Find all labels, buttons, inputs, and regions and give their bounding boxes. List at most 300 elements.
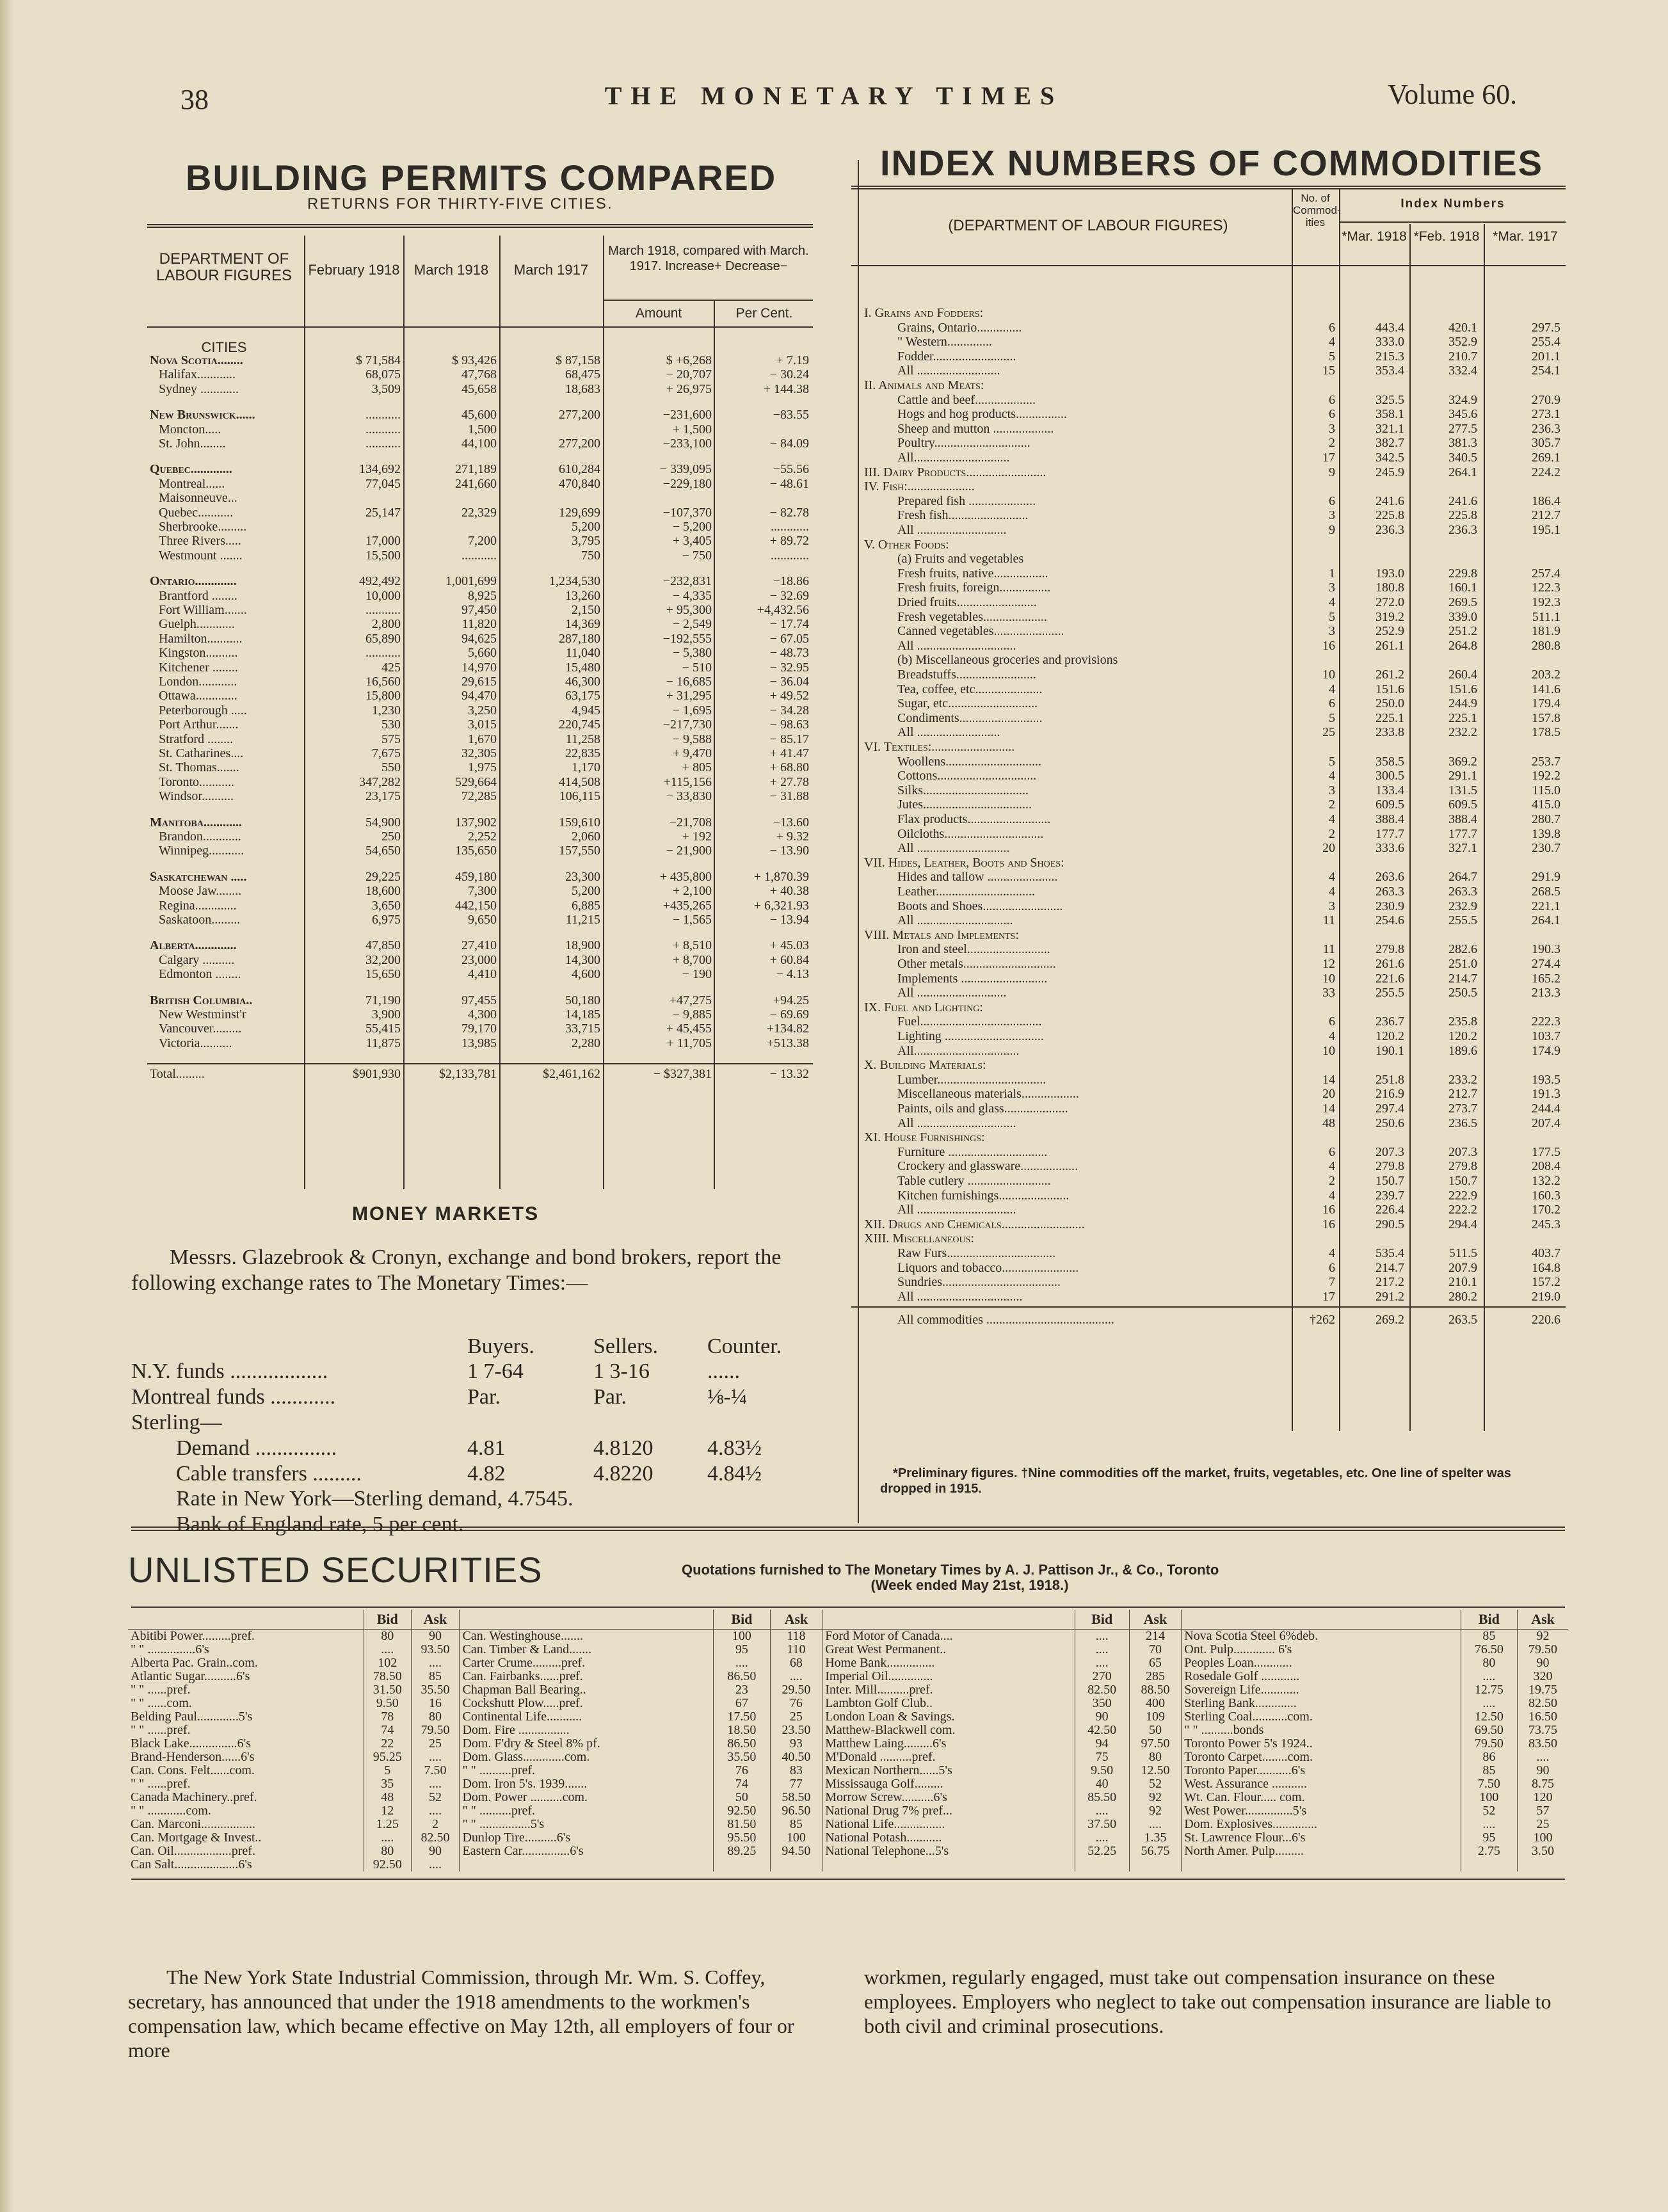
bp-value: − 69.69 xyxy=(769,1007,809,1022)
bp-value: −55.56 xyxy=(773,462,809,477)
security-name: Ford Motor of Canada.... xyxy=(822,1630,1075,1644)
index-value: 193.0 xyxy=(1375,566,1404,581)
security-quote: 82.50 xyxy=(1518,1697,1568,1710)
index-value: 220.6 xyxy=(1532,1313,1560,1327)
security-quote: 5 xyxy=(364,1764,411,1777)
security-quote: 1.25 xyxy=(364,1818,411,1831)
index-row xyxy=(851,624,1566,638)
security-name: " " ..........pref. xyxy=(460,1764,714,1777)
index-row xyxy=(851,740,1566,754)
security-name: Sterling Bank............. xyxy=(1182,1697,1461,1710)
index-row xyxy=(851,856,1566,870)
bp-value: 23,300 xyxy=(565,869,600,884)
securities-row xyxy=(128,1656,1568,1670)
bp-value: ........... xyxy=(461,548,497,563)
index-value: 17 xyxy=(1322,451,1335,465)
security-quote: .... xyxy=(1461,1697,1517,1710)
index-value: 415.0 xyxy=(1532,797,1560,812)
security-name: Canada Machinery..pref. xyxy=(131,1791,257,1804)
bp-value: − 13.32 xyxy=(769,1067,809,1082)
col-counter: Counter. xyxy=(707,1334,782,1358)
index-value: 270.9 xyxy=(1532,392,1560,407)
index-label: Jutes.................................. xyxy=(897,797,1032,812)
security-quote: 7.50 xyxy=(1461,1777,1517,1791)
bp-value: + 95,300 xyxy=(666,603,712,617)
bp-value: 14,369 xyxy=(565,617,600,632)
bp-row xyxy=(147,589,813,603)
index-label: All.............................. xyxy=(897,451,1010,465)
bp-value: + 26,975 xyxy=(666,381,712,396)
bp-city: Quebec........... xyxy=(159,505,234,520)
security-name: " " ................5's xyxy=(460,1818,714,1831)
bp-row xyxy=(147,491,813,505)
security-name: National Telephone...5's xyxy=(822,1845,1075,1858)
index-value: 257.4 xyxy=(1532,566,1560,581)
index-value: 280.2 xyxy=(1448,1289,1477,1304)
security-quote: 85 xyxy=(1461,1630,1517,1644)
bp-value: 4,945 xyxy=(572,703,600,717)
bp-value: −232,831 xyxy=(662,574,712,589)
index-value: 3 xyxy=(1329,581,1335,595)
index-value: 224.2 xyxy=(1532,465,1560,479)
index-label: VIII. Metals and Implements: xyxy=(864,927,1019,942)
index-value: 16 xyxy=(1322,1217,1335,1231)
bp-value: − 21,900 xyxy=(666,844,712,858)
index-label: Tea, coffee, etc..................... xyxy=(897,682,1043,696)
index-value: 241.6 xyxy=(1448,493,1477,508)
index-row xyxy=(851,870,1566,884)
index-label: Lumber.................................. xyxy=(897,1072,1047,1087)
security-name: Mississauga Golf......... xyxy=(822,1777,1075,1791)
index-value: 208.4 xyxy=(1532,1159,1560,1174)
bp-row xyxy=(147,703,813,717)
index-value: 261.1 xyxy=(1375,638,1404,653)
security-quote xyxy=(714,1858,770,1871)
bp-value: +47,275 xyxy=(669,993,712,1007)
bp-value: 1,001,699 xyxy=(445,574,497,589)
bp-city: Maisonneuve... xyxy=(159,491,237,506)
security-quote: 23 xyxy=(714,1683,770,1697)
index-value: 6 xyxy=(1329,1144,1335,1159)
bp-row xyxy=(147,477,813,491)
index-value: 250.6 xyxy=(1375,1116,1404,1130)
index-value: 443.4 xyxy=(1375,320,1404,335)
index-value: 179.4 xyxy=(1532,696,1560,711)
index-value: 177.7 xyxy=(1375,826,1404,841)
index-value: 353.4 xyxy=(1375,364,1404,378)
bp-value: 1,670 xyxy=(468,732,497,746)
bp-value: −107,370 xyxy=(662,505,712,520)
bp-row xyxy=(147,993,813,1007)
index-value: 251.0 xyxy=(1448,957,1477,971)
index-value: 222.9 xyxy=(1448,1188,1477,1203)
security-quote: 88.50 xyxy=(1129,1683,1182,1697)
bp-value: 137,902 xyxy=(455,815,497,830)
index-row xyxy=(851,566,1566,581)
bp-value: − $327,381 xyxy=(653,1067,712,1082)
index-row xyxy=(851,928,1566,942)
security-name: Dom. Glass.............com. xyxy=(460,1751,714,1764)
bp-row xyxy=(147,717,813,732)
index-value: 20 xyxy=(1322,1087,1335,1102)
securities-row xyxy=(128,1724,1568,1737)
index-value: 263.3 xyxy=(1375,885,1404,899)
bp-value: 97,455 xyxy=(461,993,497,1007)
index-value: 609.5 xyxy=(1375,797,1404,812)
index-value: 297.5 xyxy=(1532,320,1560,335)
bp-value: ........... xyxy=(365,408,401,422)
index-value: 4 xyxy=(1329,595,1335,609)
index-value: 245.9 xyxy=(1375,465,1404,479)
bp-value: +134.82 xyxy=(766,1022,809,1036)
index-value: 233.8 xyxy=(1375,725,1404,740)
securities-row xyxy=(128,1804,1568,1818)
bp-value: $ 93,426 xyxy=(452,353,497,367)
bp-value: − 16,685 xyxy=(666,675,712,689)
security-quote: 22 xyxy=(364,1737,411,1751)
security-name: Eastern Car...............6's xyxy=(460,1845,714,1858)
index-value: 221.6 xyxy=(1375,971,1404,986)
security-quote: 76 xyxy=(714,1764,770,1777)
security-quote: .... xyxy=(1075,1656,1129,1670)
col-index-mar18: *Mar. 1918 xyxy=(1342,229,1407,244)
index-value: 279.8 xyxy=(1375,942,1404,957)
bp-value: − 9,885 xyxy=(672,1007,712,1022)
security-name: Dom. Explosives.............. xyxy=(1182,1818,1461,1831)
bp-value: − 84.09 xyxy=(769,437,809,451)
bp-value: ........... xyxy=(365,603,401,617)
security-quote: 95 xyxy=(714,1643,770,1656)
bp-row xyxy=(147,1022,813,1036)
security-name: Toronto Paper...........6's xyxy=(1182,1764,1461,1777)
index-label: Cottons............................... xyxy=(897,769,1037,783)
index-value: 133.4 xyxy=(1375,783,1404,797)
security-quote xyxy=(1461,1858,1517,1871)
bp-value: − 1,695 xyxy=(672,703,712,717)
bp-row xyxy=(147,913,813,927)
bp-row xyxy=(147,675,813,689)
bp-value: 23,000 xyxy=(461,952,497,967)
index-label: Woollens.............................. xyxy=(897,754,1042,769)
bp-row xyxy=(147,574,813,588)
security-quote: 42.50 xyxy=(1075,1724,1129,1737)
bp-value: −192,555 xyxy=(662,631,712,646)
security-quote: 67 xyxy=(714,1697,770,1710)
index-label: Iron and steel.......................... xyxy=(897,942,1050,957)
bp-row xyxy=(147,506,813,520)
index-label: Condiments.......................... xyxy=(897,710,1043,725)
money-row xyxy=(131,1461,822,1487)
bp-value: 13,260 xyxy=(565,588,600,603)
index-row xyxy=(851,696,1566,710)
index-value: 279.8 xyxy=(1375,1159,1404,1174)
money-value: 4.84½ xyxy=(707,1462,762,1486)
bp-city: Port Arthur....... xyxy=(159,717,239,732)
index-label: Sheep and mutton ................... xyxy=(897,421,1054,436)
index-label: Fodder.......................... xyxy=(897,349,1016,364)
index-row xyxy=(851,422,1566,436)
money-value: Par. xyxy=(467,1385,501,1409)
index-value: 4 xyxy=(1329,682,1335,696)
index-row xyxy=(851,1102,1566,1116)
index-label: Implements ........................... xyxy=(897,971,1048,986)
index-label: (b) Miscellaneous groceries and provisions xyxy=(897,653,1118,668)
building-permits-subtitle: RETURNS FOR THIRTY-FIVE CITIES. xyxy=(307,195,613,212)
index-value: 277.5 xyxy=(1448,421,1477,436)
index-value: 178.5 xyxy=(1532,725,1560,740)
bp-row xyxy=(147,830,813,844)
index-row xyxy=(851,783,1566,797)
security-quote: 214 xyxy=(1129,1630,1182,1644)
bp-row xyxy=(147,534,813,548)
bp-value: 54,900 xyxy=(365,815,401,830)
bp-value: − 34.28 xyxy=(769,703,809,717)
bp-value: 2,252 xyxy=(468,830,497,844)
volume-label: Volume 60. xyxy=(1388,79,1518,110)
index-label: Miscellaneous materials.................. xyxy=(897,1087,1079,1102)
bp-row xyxy=(147,549,813,563)
index-row xyxy=(851,812,1566,826)
bp-value: 159,610 xyxy=(559,815,600,830)
security-name: Matthew Laing.........6's xyxy=(822,1737,1075,1751)
security-name: " " ......pref. xyxy=(131,1777,191,1791)
security-quote: 90 xyxy=(1518,1764,1568,1777)
security-quote: 52 xyxy=(1461,1804,1517,1818)
security-quote: 120 xyxy=(1518,1791,1568,1804)
security-quote: 92.50 xyxy=(714,1804,770,1818)
security-name: St. Lawrence Flour...6's xyxy=(1182,1831,1461,1845)
bp-value: 4,600 xyxy=(572,967,600,982)
index-value: 241.6 xyxy=(1375,493,1404,508)
bp-value: 15,650 xyxy=(365,967,401,982)
index-value: 10 xyxy=(1322,971,1335,986)
bp-value: 77,045 xyxy=(365,476,401,491)
index-value: 160.3 xyxy=(1532,1188,1560,1203)
security-quote: 85 xyxy=(770,1818,822,1831)
security-quote: 1.35 xyxy=(1129,1831,1182,1845)
index-row xyxy=(851,1313,1566,1327)
index-row xyxy=(851,797,1566,812)
index-value: 511.5 xyxy=(1448,1246,1477,1260)
security-name: Carter Crume.........pref. xyxy=(460,1656,714,1670)
bp-row xyxy=(147,953,813,967)
bp-value: 271,189 xyxy=(455,462,497,477)
bp-row xyxy=(147,437,813,451)
index-label: Cattle and beef................... xyxy=(897,392,1036,407)
bp-value: 2,150 xyxy=(572,603,600,617)
index-row xyxy=(851,899,1566,913)
security-quote: 52 xyxy=(411,1791,460,1804)
col-feb-header: February 1918 xyxy=(308,262,400,278)
security-name: Can. Westinghouse....... xyxy=(460,1630,714,1644)
security-name: Can. Fairbanks......pref. xyxy=(460,1670,714,1683)
security-quote: 320 xyxy=(1518,1670,1568,1683)
security-quote xyxy=(1518,1858,1568,1871)
index-value: 291.2 xyxy=(1375,1289,1404,1304)
bp-value: 347,282 xyxy=(359,774,401,789)
index-value: 4 xyxy=(1329,885,1335,899)
index-row xyxy=(851,755,1566,769)
security-quote: 35.50 xyxy=(411,1683,460,1697)
index-row xyxy=(851,1203,1566,1217)
index-value: 195.1 xyxy=(1532,523,1560,537)
security-quote xyxy=(1075,1858,1129,1871)
index-label: XIII. Miscellaneous: xyxy=(864,1231,974,1246)
security-name: " " ...............6's xyxy=(131,1643,209,1656)
bp-value: 11,258 xyxy=(565,732,600,746)
index-value: 264.1 xyxy=(1532,913,1560,928)
index-label: Furniture ............................... xyxy=(897,1144,1048,1159)
bp-value: 1,500 xyxy=(468,422,497,437)
index-numbers-table xyxy=(851,186,1566,1440)
bp-city: St. Catharines.... xyxy=(159,746,244,760)
col-sellers: Sellers. xyxy=(593,1334,659,1358)
bp-value: − 85.17 xyxy=(769,732,809,746)
index-value: 255.5 xyxy=(1448,913,1477,928)
index-label: All .............................. xyxy=(897,913,1013,928)
bp-value: − 48.73 xyxy=(769,646,809,661)
index-label: VI. Textiles:.......................... xyxy=(864,740,1015,754)
index-value: 4 xyxy=(1329,1159,1335,1174)
security-quote: 92.50 xyxy=(364,1858,411,1871)
bp-row xyxy=(147,775,813,789)
bp-value: + 89.72 xyxy=(769,534,809,549)
bp-value: + 8,510 xyxy=(672,938,712,953)
security-name: Dunlop Tire..........6's xyxy=(460,1831,714,1845)
index-value: 191.3 xyxy=(1532,1087,1560,1102)
bp-value: 14,970 xyxy=(461,660,497,675)
index-label: Grains, Ontario.............. xyxy=(897,320,1022,335)
bp-value: + 805 xyxy=(682,760,712,775)
bp-value: 44,100 xyxy=(461,437,497,451)
bp-value: −229,180 xyxy=(662,476,712,491)
bp-value: 3,015 xyxy=(468,717,497,732)
bp-value: $2,461,162 xyxy=(543,1067,600,1082)
bp-value: 1,230 xyxy=(372,703,401,717)
index-value: 48 xyxy=(1322,1116,1335,1130)
security-quote: 78.50 xyxy=(364,1670,411,1683)
index-row xyxy=(851,1087,1566,1101)
bp-value: 33,715 xyxy=(565,1022,600,1036)
index-value: 255.5 xyxy=(1375,986,1404,1000)
bp-city: Windsor.......... xyxy=(159,789,234,804)
bp-value: −83.55 xyxy=(773,408,809,422)
bp-value: $901,930 xyxy=(353,1067,401,1082)
security-quote: 96.50 xyxy=(770,1804,822,1818)
security-quote: 92 xyxy=(1129,1804,1182,1818)
index-value: 6 xyxy=(1329,320,1335,335)
money-value: 4.81 xyxy=(467,1436,506,1460)
security-name: Great West Permanent.. xyxy=(822,1643,1075,1656)
index-value: 190.3 xyxy=(1532,942,1560,957)
index-value: 2 xyxy=(1329,436,1335,451)
bp-value: $2,133,781 xyxy=(439,1067,497,1082)
bp-city: British Columbia.. xyxy=(150,993,253,1007)
bp-value: ........... xyxy=(365,437,401,451)
money-value: ...... xyxy=(707,1359,740,1383)
bp-value: + 9,470 xyxy=(672,746,712,760)
security-name: Can. Oil..................pref. xyxy=(131,1845,255,1858)
bp-city: Brantford ........ xyxy=(159,588,237,603)
securities-row xyxy=(128,1683,1568,1697)
securities-row xyxy=(128,1697,1568,1710)
cities-label: CITIES xyxy=(201,339,247,355)
bp-value: −231,600 xyxy=(662,408,712,422)
money-value: 4.83½ xyxy=(707,1436,762,1460)
bp-city: Total......... xyxy=(150,1067,205,1082)
bp-city: Calgary .......... xyxy=(159,952,235,967)
security-quote: 80 xyxy=(364,1845,411,1858)
security-quote: 29.50 xyxy=(770,1683,822,1697)
money-row xyxy=(131,1410,822,1436)
security-quote: 75 xyxy=(1075,1751,1129,1764)
index-value: 207.3 xyxy=(1375,1144,1404,1159)
bp-city: Brandon............ xyxy=(159,830,241,844)
bp-value: + 31,295 xyxy=(666,689,712,703)
index-value: 1 xyxy=(1329,566,1335,581)
security-name: Mexican Northern......5's xyxy=(822,1764,1075,1777)
bp-value: + 9.32 xyxy=(776,830,809,844)
bp-value: 414,508 xyxy=(559,774,600,789)
index-value: 369.2 xyxy=(1448,754,1477,769)
security-quote: 77 xyxy=(770,1777,822,1791)
security-quote: 76 xyxy=(770,1697,822,1710)
index-value: 263.6 xyxy=(1375,870,1404,885)
bp-row xyxy=(147,760,813,774)
bp-city: Saskatoon......... xyxy=(159,913,241,927)
security-name: Sterling Coal...........com. xyxy=(1182,1710,1461,1724)
bp-value: 241,660 xyxy=(455,476,497,491)
index-value: 17 xyxy=(1322,1289,1335,1304)
security-quote: 12.75 xyxy=(1461,1683,1517,1697)
money-label: Demand ............... xyxy=(176,1436,337,1460)
bp-value: 575 xyxy=(381,732,401,746)
index-value: 3 xyxy=(1329,899,1335,913)
security-quote: 12.50 xyxy=(1461,1710,1517,1724)
security-quote: 110 xyxy=(770,1643,822,1656)
bp-value: + 192 xyxy=(682,830,712,844)
security-quote: .... xyxy=(1075,1643,1129,1656)
index-value: 2 xyxy=(1329,826,1335,841)
index-value: 214.7 xyxy=(1448,971,1477,986)
bp-value: 1,170 xyxy=(572,760,600,775)
index-label: Hogs and hog products................ xyxy=(897,407,1067,422)
section-rule xyxy=(131,1527,1565,1528)
bp-row xyxy=(147,1007,813,1022)
security-name: " " ..........bonds xyxy=(1182,1724,1461,1737)
index-label: Paints, oils and glass.................... xyxy=(897,1102,1068,1116)
index-value: 165.2 xyxy=(1532,971,1560,986)
bp-value: 47,850 xyxy=(365,938,401,953)
security-quote: .... xyxy=(770,1670,822,1683)
bp-value: − 13.94 xyxy=(769,913,809,927)
bp-city: Moncton..... xyxy=(159,422,221,437)
security-quote: 70 xyxy=(1129,1643,1182,1656)
security-quote: .... xyxy=(411,1656,460,1670)
security-quote: 118 xyxy=(770,1630,822,1644)
security-quote: 89.25 xyxy=(714,1845,770,1858)
security-quote: 58.50 xyxy=(770,1791,822,1804)
index-value: 4 xyxy=(1329,335,1335,349)
security-name: Dom. F'dry & Steel 8% pf. xyxy=(460,1737,714,1751)
index-row xyxy=(851,1246,1566,1260)
index-label: X. Building Materials: xyxy=(864,1058,986,1073)
bp-value: ............ xyxy=(771,520,809,534)
index-value: 253.7 xyxy=(1532,754,1560,769)
bp-city: Peterborough ..... xyxy=(159,703,247,717)
index-value: 20 xyxy=(1322,841,1335,856)
index-value: 511.1 xyxy=(1532,609,1560,624)
